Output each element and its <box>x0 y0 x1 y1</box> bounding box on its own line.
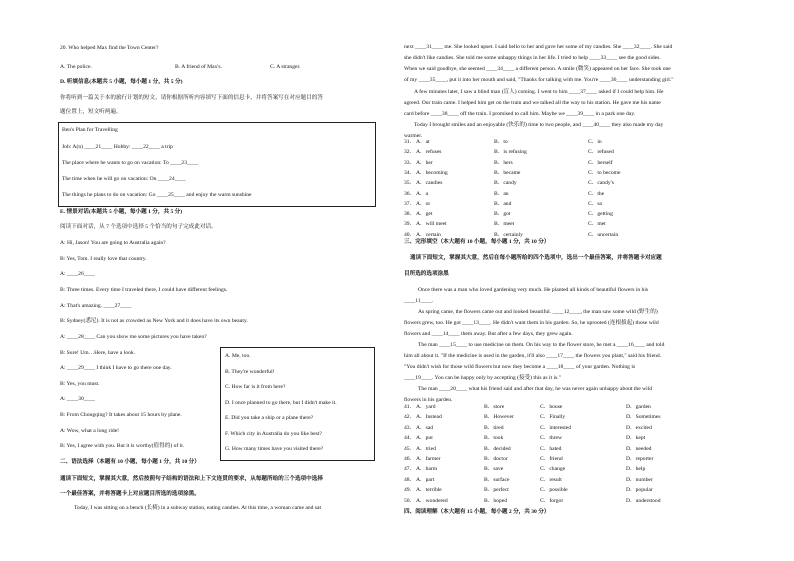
answer-option: A．tried <box>416 445 436 452</box>
answer-option: C．possible <box>540 487 568 494</box>
answer-option: B．tired <box>484 424 504 431</box>
answer-option: C．to become <box>588 169 621 176</box>
dialog-line: A: ____26____ <box>60 271 95 277</box>
answer-option: C．hated <box>540 445 562 452</box>
dialog-line: A: ____30____ <box>60 396 95 402</box>
passage1-line: Today I brought smiles and an enjoyable (快乐的) time to two people, and ____40____ they also made my day <box>414 122 664 128</box>
answer-option: A．put <box>416 435 433 442</box>
answer-option: D．Sometimes <box>626 414 661 421</box>
answer-option: D．kept <box>626 435 646 442</box>
passage2-line: flowers and ____14____ them away. But after a few days, they grew again. <box>404 331 573 337</box>
answer-option: B．got <box>494 211 511 218</box>
answer-option: B．became <box>494 169 521 176</box>
question-number: 43． <box>404 424 416 431</box>
answer-option: A．get <box>416 211 433 218</box>
option-item: B. They're wonderful! <box>225 369 275 375</box>
dialog-line: A: ____29____ I think I have to go there one day. <box>60 365 172 371</box>
option-item: E. Did you take a ship or a plane there? <box>225 415 314 421</box>
answer-option: C．Finally <box>540 414 566 421</box>
option-item: G. How many times have you visited there? <box>225 446 324 452</box>
q20-stem: 20. Who helped Max find the Town Center? <box>60 45 159 51</box>
q20-option-a: A. The police. <box>60 64 92 70</box>
answer-option: B．doctor <box>484 456 508 462</box>
dialog-line: B: Three times. Every time I traveled there, I could have different feelings. <box>60 287 228 293</box>
question-number: 35． <box>404 180 416 187</box>
question-number: 36． <box>404 190 416 197</box>
answer-option: A．yard <box>416 404 436 410</box>
passage2-line: "You didn't wish for those wild flowers but now they become a ____18____ of your garden. Nothing is <box>404 364 636 370</box>
answer-option: A．certain <box>416 231 441 238</box>
answer-option: C．refused <box>588 149 614 156</box>
passage2-line: ____11____. <box>404 298 434 304</box>
answer-option: C．change <box>540 466 566 473</box>
section-3-instruction-2: 目所选的选项涂黑 <box>404 271 449 277</box>
answer-option: C．threw <box>540 435 563 442</box>
question-number: 42． <box>404 414 416 421</box>
answer-option: C．forgot <box>540 497 563 504</box>
answer-option: D．understood <box>626 497 661 504</box>
question-number: 38． <box>404 211 416 218</box>
question-number: 49． <box>404 487 416 494</box>
passage2-line: The man ____20____ what his friend said and after that day, he was never again unhappy about the wild <box>418 386 653 392</box>
answer-option: A．candies <box>416 180 443 187</box>
question-number: 41． <box>404 404 416 410</box>
section-d-title: D. 听填信息(本题共 5 小题，每小题 1 分，共 5 分) <box>60 79 183 85</box>
answer-option: C．in <box>588 139 602 145</box>
dialog-line: A: ____28____ Can you show me some pictures you have taken? <box>60 334 207 340</box>
dialog-line: B: Yes, Tom. I really love that country. <box>60 256 147 262</box>
question-number: 46． <box>404 456 416 462</box>
answer-option: A．Instead <box>416 414 442 421</box>
passage2-line: ____19____. You can be happy only by accepting (接受) this as it is." <box>404 375 561 381</box>
section-d-instruction: 你将听到一篇关于本的旅行计划的短文，请你根据所听内容填写下面的信息卡，并将答案写在对应题目的答 <box>60 95 323 101</box>
question-number: 33． <box>404 159 416 166</box>
question-number: 50． <box>404 497 416 504</box>
option-item: C. How far is it from here? <box>225 384 286 390</box>
section-e-title: E. 情景对话(本题共 5 小题，每小题 1 分，共 5 分) <box>60 209 183 215</box>
section-2-instruction-2: 一个最佳答案，并将答题卡上对应题目所选的选项涂黑。 <box>60 491 200 497</box>
card-title: Ben's Plan for Travelling <box>62 127 118 133</box>
answer-option: C．met <box>588 221 606 228</box>
answer-option: C．result <box>540 476 562 483</box>
answer-option: C．house <box>540 404 563 410</box>
passage1-line: of my ____35____, put it into her mouth and said, "Thanks for talking with me. You're ____36____ understanding girl." <box>404 77 674 83</box>
passage2-line: flowers grew, too. He got ____13____. He didn't want them in his garden. So, he uprooted (连根拔起) those wild <box>404 320 659 326</box>
answer-option: B．candy <box>494 180 517 187</box>
dialog-line: A: Wow, what a long ride! <box>60 428 120 434</box>
dialog-line: B: Sure! Um…Here, have a look. <box>60 350 136 356</box>
answer-option: B．meet <box>494 221 515 228</box>
answer-option: D．number <box>626 476 653 483</box>
question-number: 48． <box>404 476 416 483</box>
dialog-line: B: Sydney(悉尼). It is not as crowded as New York and it does have its own beauty. <box>60 318 248 324</box>
answer-option: C．candy's <box>588 180 614 187</box>
section-3-instruction: 通读下面短文，掌握其大意，然后在每小题所给的四个选项中，选出一个最佳答案，并将答题卡对应题 <box>410 255 662 261</box>
answer-option: B．an <box>494 190 509 197</box>
answer-option: B．certainly <box>494 231 523 238</box>
info-card <box>58 122 376 207</box>
answer-option: A．refuses <box>416 149 442 156</box>
passage1-line: When we said goodbye, she seemed ____34____ a different person. A smile (微笑) appeared on her face. She took one <box>404 66 671 72</box>
passage1-line: she didn't like candies. She told me some unhappy things in her life. I tried to help ____33____ see the good sides. <box>404 55 661 61</box>
question-number: 40． <box>404 231 416 238</box>
answer-option: C．herself <box>588 159 613 166</box>
answer-option: B．to <box>494 139 508 145</box>
card-line-things: The things he plans to do on vacation: Go ____25____ and enjoy the warm sunshine <box>62 192 252 198</box>
option-item: F. Which city in Australia do you like best? <box>225 431 322 437</box>
passage2-line: As spring came, the flowers came out and looked beautiful. ____12____, the man saw some wild (野生的) <box>418 309 658 315</box>
answer-option: D．reporter <box>626 456 654 462</box>
answer-option: A．farmer <box>416 456 441 462</box>
dialog-line: B: Yes, I agree with you. But it is worthy(值得的) of it. <box>60 443 185 449</box>
answer-option: B．is refusing <box>494 149 527 156</box>
question-number: 44． <box>404 435 416 442</box>
passage2-line: Once there was a man who loved gardening very much. He planted all kinds of beautiful flowers in his <box>418 287 649 293</box>
answer-option: B．However <box>484 414 514 421</box>
dialog-line: A: That's amazing. ____27____ <box>60 303 132 309</box>
answer-option: C．friend <box>540 456 563 462</box>
section-4-title: 四、阅读理解（本大题有 15 小题，每小题 2 分，共 30 分） <box>404 509 550 515</box>
answer-option: D．needed <box>626 445 652 452</box>
answer-option: D．help <box>626 466 646 473</box>
passage2-line: The man ____15____ to use medicine on them. On his way to the flower store, he met a ____16____ and told <box>418 342 665 348</box>
answer-option: B．save <box>484 466 504 473</box>
answer-option: D．garden <box>626 404 651 410</box>
q20-option-c: C. A stranger. <box>270 64 301 70</box>
answer-option: B．took <box>484 435 504 442</box>
passage-start: Today, I was sitting on a bench (长椅) in a subway station, eating candies. At this time, a woman came and sat <box>74 505 322 511</box>
q20-option-b: B. A friend of Max's. <box>175 64 222 70</box>
answer-option: D．popular <box>626 487 653 494</box>
section-2-title: 二、语法选择（本题有 10 小题，每小题 1 分，共 10 分） <box>60 459 200 465</box>
answer-option: B．hers <box>494 159 513 166</box>
passage1-line: card before ____38____ off the train. I promised to call him. Maybe we ____39____ in a park one day. <box>404 111 636 117</box>
answer-option: B．and <box>494 200 512 207</box>
dialog-line: B: Yes, you must. <box>60 381 100 387</box>
question-number: 34． <box>404 169 416 176</box>
answer-option: A．or <box>416 200 431 207</box>
answer-option: B．hoped <box>484 497 507 504</box>
answer-option: D．excited <box>626 424 652 431</box>
options-box <box>220 347 375 461</box>
answer-option: B．decided <box>484 445 511 452</box>
passage2-line: flowers in his garden. <box>404 397 453 403</box>
answer-option: A．harm <box>416 466 438 473</box>
passage2-line: him all about it. "If the medicine is used in the garden, it'll also ____17____ the flowers you plant," said his friend. <box>404 353 662 359</box>
question-number: 39． <box>404 221 416 228</box>
answer-option: C．interested <box>540 424 572 431</box>
section-e-instruction: 阅读下面对话，从 7 个选项中选择 5 个恰当的句子完成此对话。 <box>60 224 217 230</box>
answer-option: B．store <box>484 404 505 410</box>
question-number: 32． <box>404 149 416 156</box>
passage1-line: warmer. <box>404 133 423 139</box>
answer-option: B．surface <box>484 476 510 483</box>
section-3-title: 三、完形填空（本大题有 10 小题，每小题 1 分，共 10 分） <box>404 239 550 245</box>
dialog-line: B: From Chongqing? It takes about 15 hours by plane. <box>60 412 182 418</box>
option-item: D. I once planned to go there, but I didn't make it. <box>225 400 337 406</box>
section-d-instruction-2: 题位置上，短文听两遍。 <box>60 109 122 115</box>
passage1-line: agreed. Our train came. I helped him get on the train and we talked all the way to his station. He gave me his name <box>404 100 661 106</box>
answer-option: C．the <box>588 190 605 197</box>
answer-option: A．terrible <box>416 487 442 494</box>
passage1-line: A few minutes later, I saw a blind man (盲人) coming. I went to him ____37____ asked if I could help him. He <box>414 89 664 95</box>
answer-option: C．so <box>588 200 603 207</box>
answer-option: B．perfect <box>484 487 509 494</box>
option-item: A. Me, too. <box>225 353 251 359</box>
passage1-line: next ____31____ me. She looked upset. I said hello to her and gave her some of my candies. She ____32____. She said <box>404 44 673 50</box>
answer-option: C．getting <box>588 211 613 218</box>
answer-option: A．a <box>416 190 429 197</box>
answer-option: A．becoming <box>416 169 448 176</box>
question-number: 45． <box>404 445 416 452</box>
answer-option: A．will meet <box>416 221 447 228</box>
question-number: 37． <box>404 200 416 207</box>
card-line-job: Job: A(n) ____21____ Hobby: ____22____ a trip <box>62 144 173 150</box>
answer-option: C．uncertain <box>588 231 619 238</box>
card-line-time: The time when he will go on vacation: On ____24____ <box>62 176 186 182</box>
answer-option: A．sad <box>416 424 434 431</box>
card-line-place: The place where he wants to go on vacation: To ____23____ <box>62 160 199 166</box>
dialog-line: A: Hi, Jason! You are going to Australia again? <box>60 240 166 246</box>
answer-option: A．her <box>416 159 433 166</box>
question-number: 47． <box>404 466 416 473</box>
answer-option: A．part <box>416 476 435 483</box>
question-number: 31． <box>404 139 416 145</box>
section-2-instruction: 通读下面短文，掌握其大意，然后按照句子结构的语法和上下文连贯的要求，从每题所给的三个选项中选择 <box>60 476 323 482</box>
answer-option: A．wondered <box>416 497 448 504</box>
answer-option: A．at <box>416 139 430 145</box>
